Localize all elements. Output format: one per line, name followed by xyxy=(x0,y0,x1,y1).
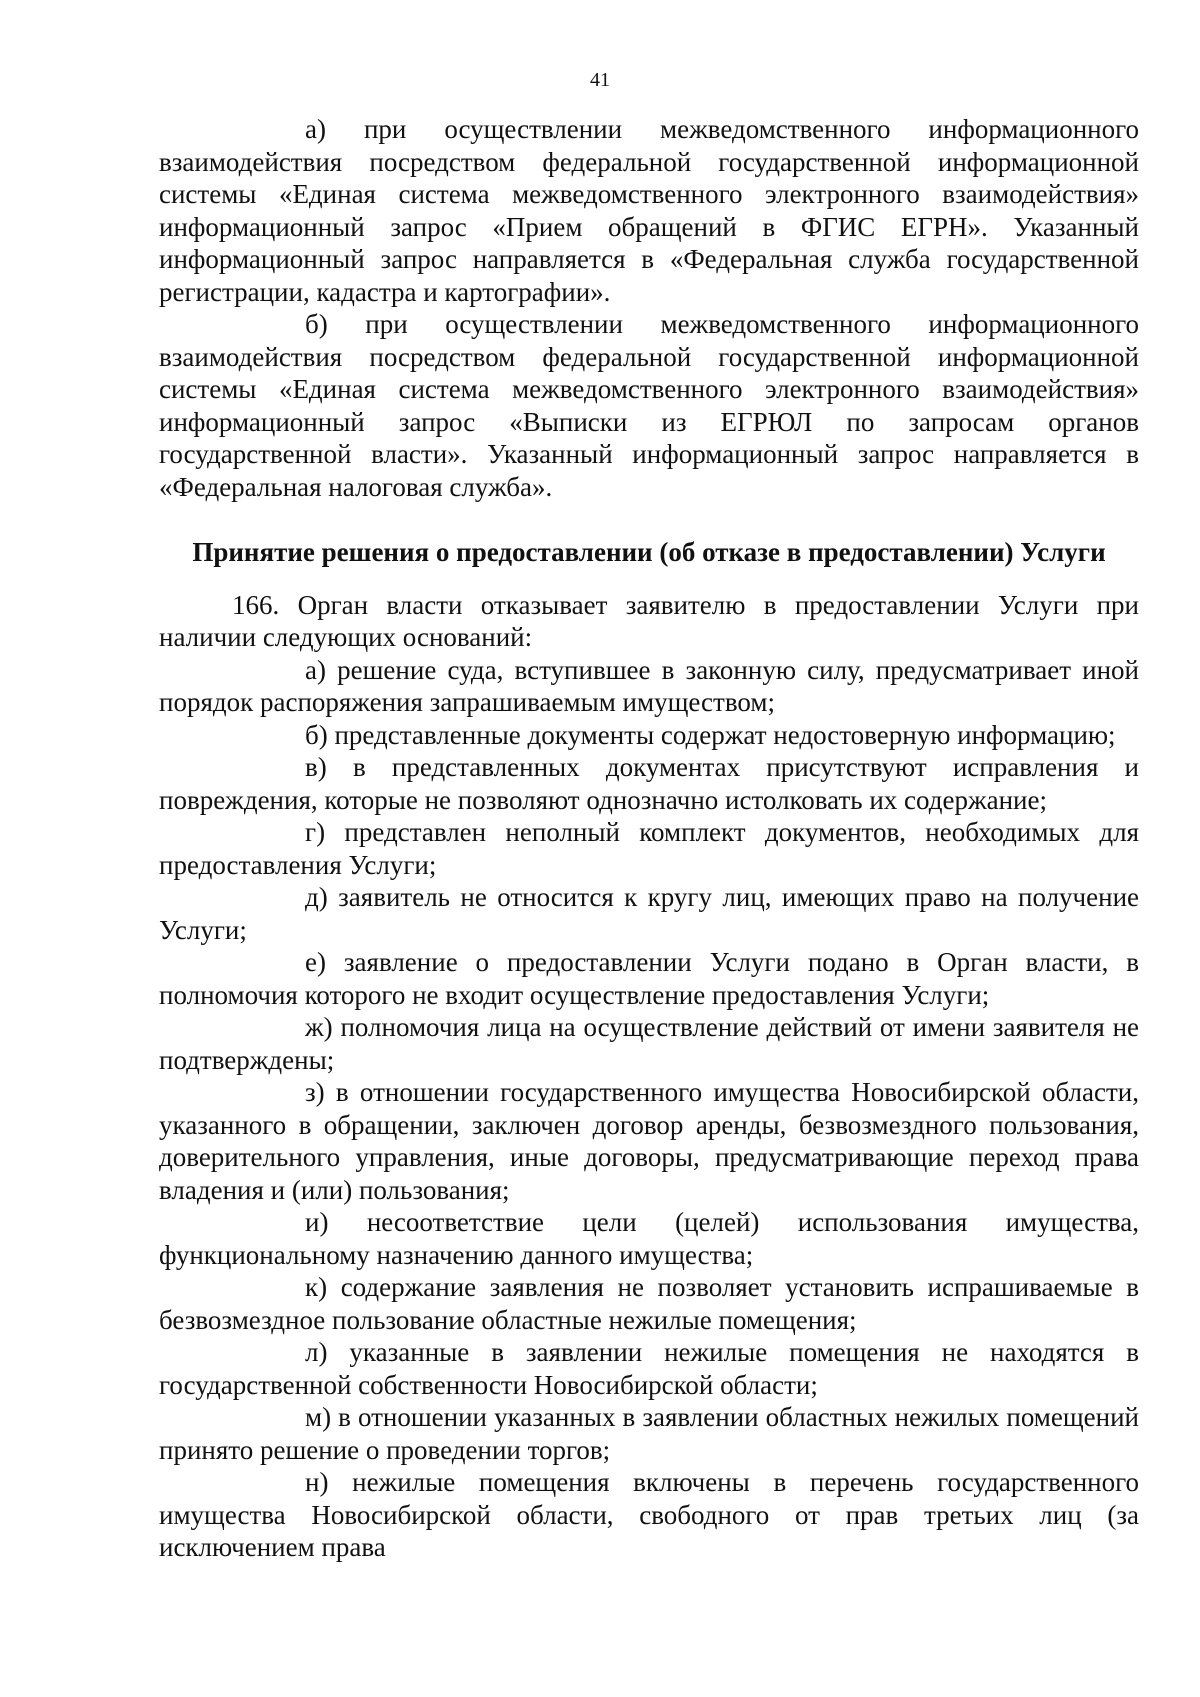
refusal-ground-zh xyxy=(159,1011,1139,1076)
refusal-ground-m xyxy=(159,1401,1139,1466)
refusal-ground-i xyxy=(159,1206,1139,1271)
item-text: представлен неполный комплект документов, необходимых для предоставления Услуги; xyxy=(159,817,1139,880)
page-number: 41 xyxy=(590,69,610,91)
item-text: содержание заявления не позволяет установить испрашиваемые в безвозмездное пользование областные нежилые помещения; xyxy=(159,1272,1140,1335)
clause-number: 166. xyxy=(232,589,280,620)
item-text: при осуществлении межведомственного информационного взаимодействия посредством федеральной государственной информационной системы «Единая система межведомственного электронного взаимодействия» информационный запрос «Прием обращений в ФГИС ЕГРН». Указанный информационный запрос направляется в «Федеральная служба государственной регистрации, кадастра и картографии». xyxy=(159,114,1140,307)
item-text: нежилые помещения включены в перечень государственного имущества Новосибирской области, свободного от прав третьих лиц (за исключением права xyxy=(159,1467,1139,1562)
item-label: и) xyxy=(305,1207,329,1237)
refusal-ground-g xyxy=(159,816,1139,881)
refusal-ground-d xyxy=(159,881,1139,946)
item-text: полномочия лица на осуществление действий от имени заявителя не подтверждены; xyxy=(159,1012,1139,1075)
item-label: б) xyxy=(305,309,328,339)
refusal-ground-n xyxy=(159,1466,1139,1564)
item-label: а) xyxy=(305,654,326,685)
item-label: з) xyxy=(305,1077,325,1107)
item-text: в отношении указанных в заявлении областных нежилых помещений принято решение о проведении торгов; xyxy=(159,1402,1139,1465)
item-text: заявление о предоставлении Услуги подано в Орган власти, в полномочия которого не входит осуществление предоставления Услуги; xyxy=(159,947,1140,1010)
item-label: б) xyxy=(305,719,328,750)
refusal-ground-k xyxy=(159,1271,1139,1336)
item-label: д) xyxy=(305,882,328,912)
refusal-ground-l xyxy=(159,1336,1139,1401)
item-label: л) xyxy=(305,1337,328,1367)
item-label: е) xyxy=(305,947,326,977)
document-body xyxy=(159,113,1139,1564)
item-label: а) xyxy=(305,114,326,144)
item-label: г) xyxy=(305,817,326,847)
refusal-ground-e xyxy=(159,946,1139,1011)
item-label: к) xyxy=(305,1272,328,1302)
item-text: несоответствие цели (целей) использования имущества, функциональному назначению данного имущества; xyxy=(159,1207,1139,1270)
clause-text: Орган власти отказывает заявителю в предоставлении Услуги при наличии следующих оснований: xyxy=(159,589,1140,652)
item-text: при осуществлении межведомственного информационного взаимодействия посредством федеральной государственной информационной системы «Единая система межведомственного электронного взаимодействия» информационный запрос «Выписки из ЕГРЮЛ по запросам органов государственной власти». Указанный информационный запрос направляется в «Федеральная налоговая служба». xyxy=(159,309,1140,502)
refusal-ground-b xyxy=(159,719,1139,752)
clause-166-intro xyxy=(159,589,1139,654)
item-label: в) xyxy=(305,752,327,782)
paragraph-a-interagency-egrn xyxy=(159,113,1139,308)
item-label: ж) xyxy=(305,1012,333,1042)
item-text: в отношении государственного имущества Новосибирской области, указанного в обращении, заключен договор аренды, безвозмездного пользования, доверительного управления, иные договоры, предусматривающие переход права владения и (или) пользования; xyxy=(159,1077,1139,1205)
item-text: решение суда, вступившее в законную силу, предусматривает иной порядок распоряжения запрашиваемым имуществом; xyxy=(159,654,1140,717)
refusal-ground-a xyxy=(159,654,1139,719)
item-text: в представленных документах присутствуют исправления и повреждения, которые не позволяют однозначно истолковать их содержание; xyxy=(159,752,1139,815)
item-text: заявитель не относится к кругу лиц, имеющих право на получение Услуги; xyxy=(159,882,1140,945)
item-text: указанные в заявлении нежилые помещения не находятся в государственной собственности Новосибирской области; xyxy=(159,1337,1140,1400)
paragraph-b-interagency-egrul xyxy=(159,308,1139,503)
refusal-ground-v xyxy=(159,751,1139,816)
section-heading: Принятие решения о предоставлении (об отказе в предоставлении) Услуги xyxy=(192,537,1106,567)
item-text: представленные документы содержат недостоверную информацию; xyxy=(334,719,1116,750)
refusal-ground-z xyxy=(159,1076,1139,1206)
item-label: н) xyxy=(305,1467,329,1497)
item-label: м) xyxy=(305,1402,332,1432)
